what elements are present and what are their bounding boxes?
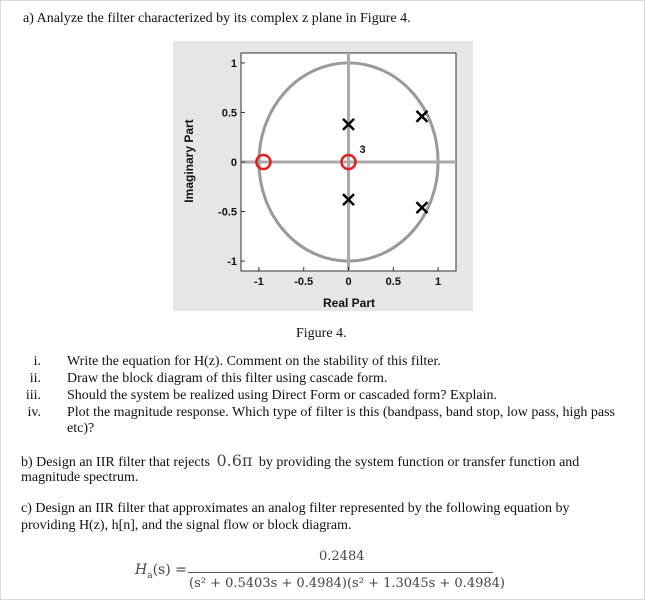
y-tick-label: 0	[230, 157, 237, 169]
list-item-ii	[1, 371, 645, 389]
list-text: Draw the block diagram of this filter using cascade form.	[67, 371, 388, 386]
part-a-heading: a) Analyze the filter characterized by its complex z plane in Figure 4.	[23, 11, 411, 26]
part-c-line-2: providing H(z), h[n], and the signal flow or block diagram.	[21, 518, 352, 533]
list-item-iii	[1, 388, 645, 406]
list-number: i.	[33, 354, 41, 369]
figure-4-container	[173, 41, 473, 311]
x-tick-label: 0	[345, 276, 352, 288]
y-tick-label: -0.5	[218, 206, 237, 219]
part-b-text-post: by providing the system function or transfer function and	[258, 455, 580, 470]
part-b-line-2: magnitude spectrum.	[21, 470, 139, 485]
part-b-math: 0.6π	[216, 451, 253, 470]
eq-sub: a	[147, 570, 153, 581]
eq-lhs-rest: (s) =	[152, 562, 187, 578]
x-tick-label: 1	[435, 276, 442, 288]
fraction-bar	[188, 572, 493, 573]
part-c-line-1: c) Design an IIR filter that approximates an analog filter represented by the following equation by	[21, 501, 570, 516]
figure-caption: Figure 4.	[296, 326, 347, 341]
list-number: iv.	[27, 405, 41, 420]
list-text: Write the equation for H(z). Comment on the stability of this filter.	[67, 354, 441, 369]
list-item-iv	[1, 405, 645, 441]
pole-zero-plot	[173, 41, 473, 311]
list-text: Plot the magnitude response. Which type of filter is this (bandpass, band stop, low pass, high pass etc)?	[67, 405, 616, 436]
y-axis-label: Imaginary Part	[182, 119, 196, 203]
x-tick-label: -0.5	[294, 276, 314, 288]
eq-h: H	[135, 562, 148, 578]
zero-multiplicity-label: 3	[359, 144, 366, 156]
list-number: ii.	[29, 371, 41, 386]
part-b-text-pre: b) Design an IIR filter that rejects	[21, 455, 210, 470]
y-tick-label: 1	[230, 57, 237, 70]
list-number: iii.	[25, 388, 41, 403]
x-axis-label: Real Part	[322, 296, 376, 310]
x-tick-label: -1	[254, 276, 264, 288]
equation-denominator: (s² + 0.5403s + 0.4984)(s² + 1.3045s + 0.4984)	[189, 576, 505, 591]
equation-numerator: 0.2484	[319, 549, 365, 564]
list-item-i	[1, 354, 645, 372]
list-text: Should the system be realized using Direct Form or cascaded form? Explain.	[67, 388, 497, 403]
y-tick-label: 0.5	[221, 107, 237, 120]
equation-lhs	[135, 562, 187, 584]
part-b-line-1	[21, 453, 579, 471]
x-tick-label: 0.5	[385, 276, 401, 288]
y-tick-label: -1	[227, 256, 237, 269]
